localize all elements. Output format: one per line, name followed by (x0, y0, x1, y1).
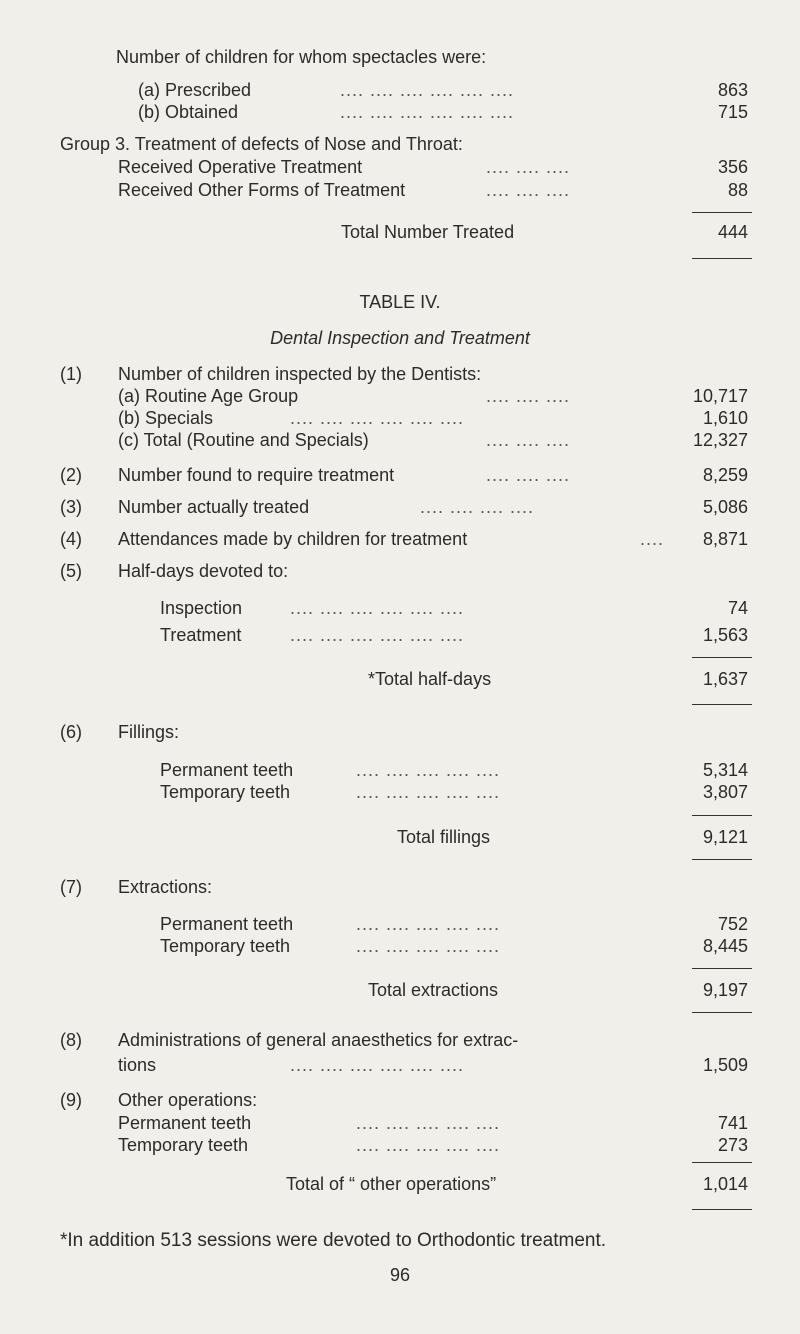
fillings-temporary-value: 3,807 (702, 782, 748, 802)
inspection-value: 74 (727, 598, 748, 618)
operative-value: 356 (717, 157, 748, 177)
section-4-number: (4) (60, 529, 82, 549)
leader-dots: .... .... .... (486, 430, 571, 450)
total-extractions-value: 9,197 (702, 980, 748, 1000)
leader-dots: .... .... .... (486, 465, 571, 485)
total-other-operations-value: 1,014 (702, 1174, 748, 1194)
leader-dots: .... .... .... .... .... (356, 1135, 501, 1155)
leader-dots: .... .... .... .... .... .... (290, 408, 465, 428)
rule (692, 1162, 752, 1163)
total-fillings-value: 9,121 (702, 827, 748, 847)
section-6-number: (6) (60, 722, 82, 742)
leader-dots: .... .... .... (486, 386, 571, 406)
rule (692, 859, 752, 860)
extractions-heading: Extractions: (118, 877, 213, 897)
leader-dots: .... .... .... (486, 180, 571, 200)
extractions-permanent-label: Permanent teeth (160, 914, 294, 934)
require-treatment-label: Number found to require treatment (118, 465, 395, 485)
footnote: *In addition 513 sessions were devoted to Orthodontic treatment. (60, 1230, 607, 1251)
require-treatment-value: 8,259 (702, 465, 748, 485)
total-half-days-value: 1,637 (702, 669, 748, 689)
section-9-number: (9) (60, 1090, 82, 1110)
half-days-heading: Half-days devoted to: (118, 561, 289, 581)
anaesthetics-label-line2: tions (118, 1055, 157, 1075)
operations-temporary-value: 273 (717, 1135, 748, 1155)
group3-total-label: Total Number Treated (341, 222, 515, 242)
prescribed-value: 863 (717, 80, 748, 100)
table-iv-title: TABLE IV. (359, 292, 441, 312)
rule (692, 258, 752, 259)
group3-heading: Group 3. Treatment of defects of Nose and Throat: (60, 134, 463, 154)
leader-dots: .... .... .... .... (420, 497, 535, 517)
leader-dots: .... .... .... .... .... .... (290, 1055, 465, 1075)
extractions-temporary-value: 8,445 (702, 936, 748, 956)
section-2-number: (2) (60, 465, 82, 485)
table-iv-subtitle: Dental Inspection and Treatment (270, 328, 530, 348)
treatment-label: Treatment (160, 625, 242, 645)
actually-treated-label: Number actually treated (118, 497, 310, 517)
leader-dots: .... .... .... (486, 157, 571, 177)
section-7-number: (7) (60, 877, 82, 897)
operations-permanent-label: Permanent teeth (118, 1113, 252, 1133)
group3-total-value: 444 (717, 222, 748, 242)
anaesthetics-value: 1,509 (702, 1055, 748, 1075)
fillings-temporary-label: Temporary teeth (160, 782, 291, 802)
fillings-permanent-label: Permanent teeth (160, 760, 294, 780)
routine-age-group-label: (a) Routine Age Group (118, 386, 299, 406)
leader-dots: .... .... .... .... .... .... (340, 80, 515, 100)
other-treatment-value: 88 (727, 180, 748, 200)
rule (692, 657, 752, 658)
page-number: 96 (389, 1265, 411, 1285)
specials-label: (b) Specials (118, 408, 214, 428)
section-1-number: (1) (60, 364, 82, 384)
rule (692, 704, 752, 705)
operative-label: Received Operative Treatment (118, 157, 363, 177)
extractions-temporary-label: Temporary teeth (160, 936, 291, 956)
rule (692, 968, 752, 969)
fillings-heading: Fillings: (118, 722, 180, 742)
leader-dots: .... .... .... .... .... (356, 782, 501, 802)
specials-value: 1,610 (702, 408, 748, 428)
obtained-value: 715 (717, 102, 748, 122)
rule (692, 1012, 752, 1013)
leader-dots: .... .... .... .... .... (356, 1113, 501, 1133)
total-extractions-label: Total extractions (368, 980, 499, 1000)
treatment-value: 1,563 (702, 625, 748, 645)
actually-treated-value: 5,086 (702, 497, 748, 517)
total-routine-specials-label: (c) Total (Routine and Specials) (118, 430, 369, 450)
rule (692, 1209, 752, 1210)
obtained-label: (b) Obtained (138, 102, 239, 122)
routine-age-group-value: 10,717 (692, 386, 748, 406)
section-3-number: (3) (60, 497, 82, 517)
leader-dots: .... .... .... .... .... .... (290, 625, 465, 645)
spectacles-heading: Number of children for whom spectacles were: (116, 47, 487, 67)
section-1-heading: Number of children inspected by the Dentists: (118, 364, 482, 384)
operations-permanent-value: 741 (717, 1113, 748, 1133)
rule (692, 212, 752, 213)
other-treatment-label: Received Other Forms of Treatment (118, 180, 406, 200)
attendances-label: Attendances made by children for treatment (118, 529, 468, 549)
attendances-value: 8,871 (702, 529, 748, 549)
total-other-operations-label: Total of “ other operations” (286, 1174, 497, 1194)
leader-dots: .... .... .... .... .... (356, 760, 501, 780)
fillings-permanent-value: 5,314 (702, 760, 748, 780)
leader-dots: .... .... .... .... .... .... (290, 598, 465, 618)
operations-temporary-label: Temporary teeth (118, 1135, 249, 1155)
inspection-label: Inspection (160, 598, 243, 618)
extractions-permanent-value: 752 (717, 914, 748, 934)
prescribed-label: (a) Prescribed (138, 80, 252, 100)
section-8-number: (8) (60, 1030, 82, 1050)
total-fillings-label: Total fillings (397, 827, 491, 847)
rule (692, 815, 752, 816)
anaesthetics-label-line1: Administrations of general anaesthetics for extrac- (118, 1030, 519, 1050)
leader-dots: .... .... .... .... .... (356, 936, 501, 956)
leader-dots: .... .... .... .... .... (356, 914, 501, 934)
total-half-days-label: *Total half-days (368, 669, 492, 689)
total-routine-specials-value: 12,327 (692, 430, 748, 450)
other-operations-heading: Other operations: (118, 1090, 258, 1110)
section-5-number: (5) (60, 561, 82, 581)
leader-dots: .... (640, 529, 665, 549)
leader-dots: .... .... .... .... .... .... (340, 102, 515, 122)
